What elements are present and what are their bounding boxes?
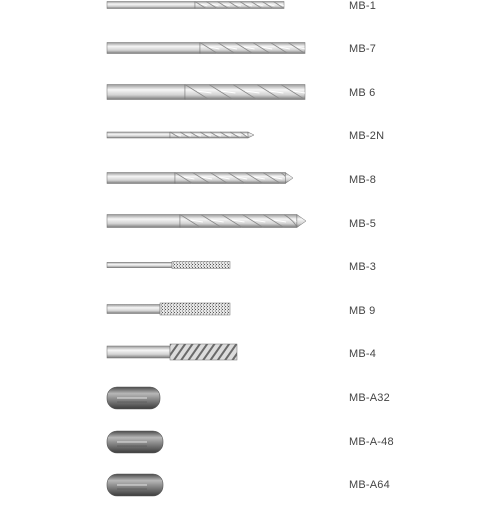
label-mb-8: MB-8 — [349, 174, 377, 186]
label-mb-5: MB-5 — [349, 218, 377, 230]
label-mb-1: MB-1 — [349, 0, 377, 12]
label-mb-6: MB 6 — [349, 87, 376, 99]
bit-mb-3 — [107, 262, 230, 269]
label-mb-9: MB 9 — [349, 305, 376, 317]
label-mb-7: MB-7 — [349, 43, 377, 55]
bit-mb-9 — [107, 303, 230, 315]
bit-mb-8 — [107, 173, 293, 184]
bit-mb-a32 — [107, 387, 160, 409]
bit-mb-7 — [107, 43, 305, 54]
label-mb-a32: MB-A32 — [349, 392, 390, 404]
label-mb-a64: MB-A64 — [349, 479, 390, 491]
bit-mb-a64 — [107, 474, 163, 496]
bit-mb-1 — [107, 2, 284, 9]
label-mb-a48: MB-A-48 — [349, 436, 394, 448]
bit-mb-4 — [107, 344, 237, 360]
label-mb-2n: MB-2N — [349, 130, 385, 142]
bit-mb-2n — [107, 132, 254, 138]
bit-mb-5 — [107, 215, 306, 228]
bit-mb-a-48 — [107, 431, 163, 453]
label-mb-3: MB-3 — [349, 261, 377, 273]
bit-mb-6 — [107, 85, 305, 100]
label-mb-4: MB-4 — [349, 348, 377, 360]
